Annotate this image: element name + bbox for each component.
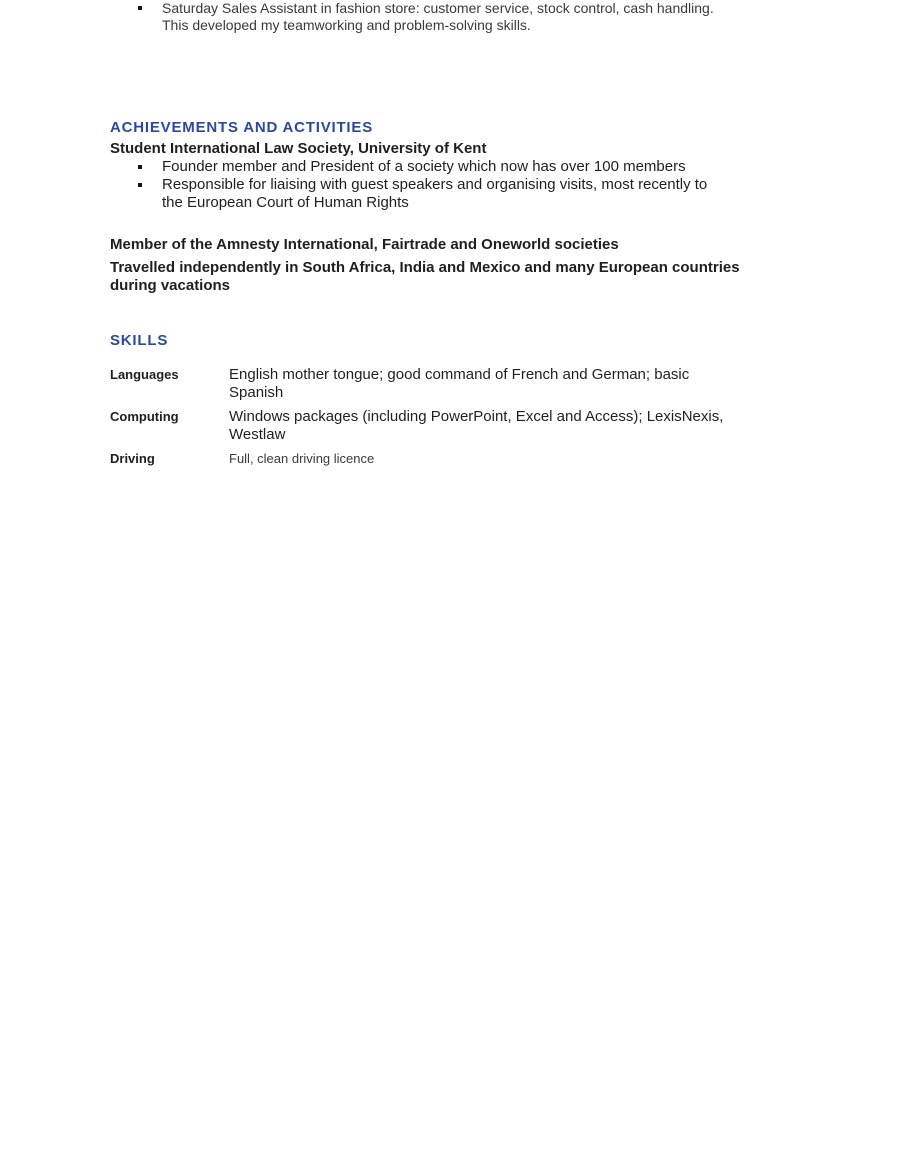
skill-value: English mother tongue; good command of French and German; basic Spanish [229, 366, 690, 401]
experience-bullet-item [110, 0, 810, 34]
achievement-bullet-item [110, 176, 810, 212]
achievements-section-heading: ACHIEVEMENTS AND ACTIVITIES [110, 119, 374, 136]
skill-label: Driving [110, 451, 155, 466]
square-bullet-icon [138, 183, 142, 187]
experience-bullet-list [110, 0, 810, 34]
square-bullet-icon [138, 6, 142, 10]
skills-table [110, 366, 810, 468]
skill-row [110, 408, 810, 444]
achievements-bullet-list [110, 158, 810, 212]
achievement-bullet-item [110, 158, 810, 176]
skill-row [110, 366, 810, 402]
skills-section-heading: SKILLS [110, 332, 169, 349]
achievement-bullet-text: Responsible for liaising with guest speakers and organising visits, most recently to the European Court of Human Rights [162, 176, 708, 211]
achievements-subheading: Student International Law Society, University of Kent [110, 140, 487, 157]
skill-label: Computing [110, 409, 179, 424]
skill-value: Windows packages (including PowerPoint, Excel and Access); LexisNexis, Westlaw [229, 408, 724, 443]
skill-row [110, 450, 810, 468]
square-bullet-icon [138, 165, 142, 169]
skill-label: Languages [110, 367, 179, 382]
achievement-statement: Travelled independently in South Africa, India and Mexico and many European countries during vacations [110, 259, 740, 294]
achievement-statement: Member of the Amnesty International, Fairtrade and Oneworld societies [110, 236, 619, 253]
achievement-bullet-text: Founder member and President of a society which now has over 100 members [162, 158, 686, 175]
skill-value: Full, clean driving licence [229, 451, 375, 466]
experience-bullet-text: Saturday Sales Assistant in fashion store: customer service, stock control, cash handling. This developed my teamworking and problem-solving skills. [162, 0, 714, 33]
